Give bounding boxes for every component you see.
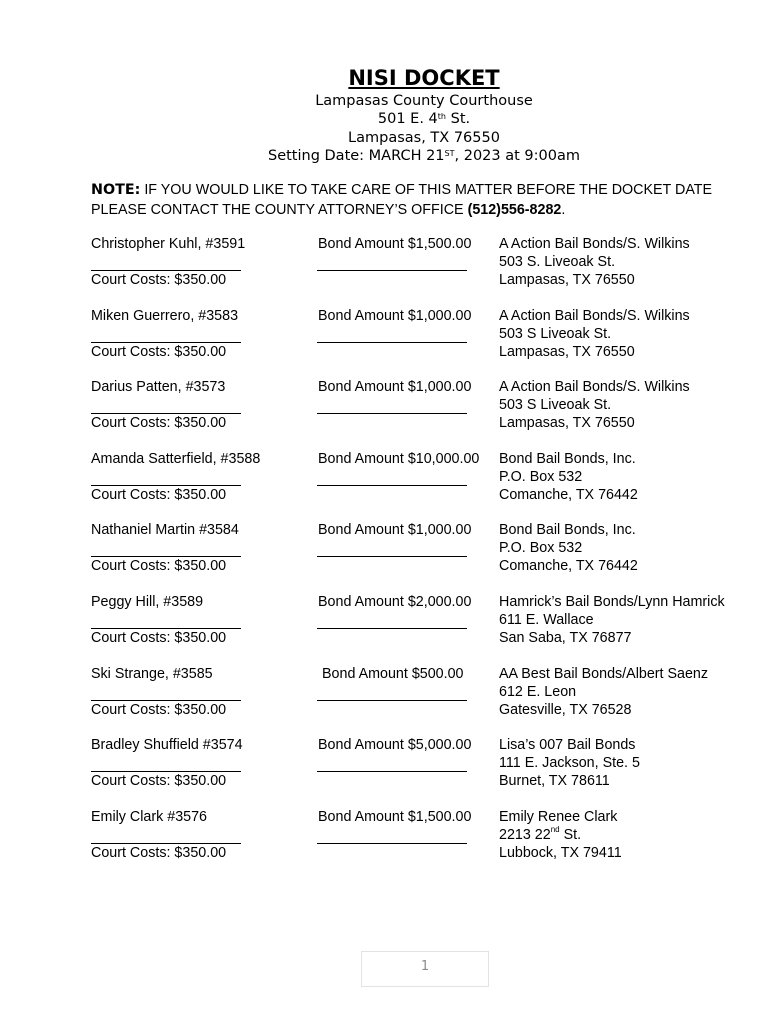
bondsman-street: 503 S Liveoak St. <box>499 397 612 414</box>
court-costs: Court Costs: $350.00 <box>91 630 227 646</box>
docket-entry <box>0 451 770 511</box>
bondsman-address <box>499 540 582 556</box>
signature-line <box>91 843 241 844</box>
courthouse-city: Lampasas, TX 76550 <box>348 129 500 146</box>
bondsman-name: A Action Bail Bonds/S. Wilkins <box>499 236 690 252</box>
bondsman-name: Bond Bail Bonds, Inc. <box>499 450 636 467</box>
bondsman-name: Lisa’s 007 Bail Bonds <box>499 737 636 754</box>
docket-entry <box>0 308 770 368</box>
bondsman-city: Gatesville, TX 76528 <box>499 701 632 718</box>
bondsman-address <box>499 469 582 485</box>
bond-signature-line <box>317 843 467 844</box>
bondsman-city: Lubbock, TX 79411 <box>499 844 622 861</box>
docket-header <box>0 64 770 165</box>
bond-signature-line <box>317 771 467 772</box>
defendant-name: Ski Strange, #3585 <box>91 665 213 682</box>
docket-entry <box>0 737 770 797</box>
bondsman-street-suffix: St. <box>559 826 582 843</box>
signature-line <box>91 700 241 701</box>
bondsman-street: 612 E. Leon <box>499 683 577 700</box>
setting-date-ordinal: ST <box>444 148 455 158</box>
docket-entry <box>0 666 770 726</box>
bondsman-city: Comanche, TX 76442 <box>499 486 638 503</box>
docket-title: NISI DOCKET <box>348 66 500 90</box>
bondsman-city: Lampasas, TX 76550 <box>499 343 635 360</box>
court-costs: Court Costs: $350.00 <box>91 844 227 861</box>
signature-line <box>91 413 241 414</box>
defendant-name: Darius Patten, #3573 <box>91 379 226 396</box>
bondsman-street: 503 S Liveoak St. <box>499 325 612 342</box>
defendant-name: Miken Guerrero, #3583 <box>91 307 239 324</box>
bond-signature-line <box>317 485 467 486</box>
signature-line <box>91 628 241 629</box>
court-costs: Court Costs: $350.00 <box>91 701 227 718</box>
page-number: 1 <box>361 951 489 987</box>
docket-entry <box>0 379 770 439</box>
bondsman-address <box>499 612 594 628</box>
bond-amount: Bond Amount $500.00 <box>322 665 464 682</box>
bondsman-address <box>499 254 615 270</box>
docket-entry <box>0 522 770 582</box>
bondsman-name: A Action Bail Bonds/S. Wilkins <box>499 379 690 396</box>
bondsman-name: Emily Renee Clark <box>499 808 618 825</box>
docket-entry <box>0 594 770 654</box>
bondsman-street: 2213 22 <box>499 826 551 843</box>
signature-line <box>91 342 241 343</box>
bond-signature-line <box>317 342 467 343</box>
bondsman-street: 503 S. Liveoak St. <box>499 254 616 270</box>
bondsman-street: P.O. Box 532 <box>499 468 583 485</box>
setting-date <box>0 147 770 165</box>
bondsman-address <box>499 684 576 700</box>
note-label: NOTE: <box>91 182 141 198</box>
defendant-name: Peggy Hill, #3589 <box>91 594 204 610</box>
bondsman-name: AA Best Bail Bonds/Albert Saenz <box>499 665 709 682</box>
court-costs: Court Costs: $350.00 <box>91 415 227 432</box>
note-end: . <box>561 201 566 218</box>
bond-signature-line <box>317 270 467 271</box>
setting-date-suffix: , 2023 at 9:00am <box>454 147 580 164</box>
signature-line <box>91 270 241 271</box>
note-text: IF YOU WOULD LIKE TO TAKE CARE OF THIS MATTER BEFORE THE DOCKET DATE PLEASE CONTACT THE COUNTY ATTORNEY’S OFFICE <box>91 182 713 218</box>
bondsman-name: Bond Bail Bonds, Inc. <box>499 522 636 539</box>
bond-signature-line <box>317 413 467 414</box>
bond-amount: Bond Amount $1,000.00 <box>318 307 472 324</box>
bond-amount: Bond Amount $1,000.00 <box>318 379 472 396</box>
bondsman-name: Hamrick’s Bail Bonds/Lynn Hamrick <box>499 594 725 610</box>
bondsman-address <box>499 397 611 413</box>
signature-line <box>91 556 241 557</box>
court-costs: Court Costs: $350.00 <box>91 486 227 503</box>
bond-amount: Bond Amount $5,000.00 <box>318 737 472 754</box>
bondsman-street: 111 E. Jackson, Ste. 5 <box>499 755 640 772</box>
street-ordinal: th <box>437 112 446 122</box>
signature-line <box>91 771 241 772</box>
courthouse-name: Lampasas County Courthouse <box>315 93 533 109</box>
bondsman-address <box>499 326 611 342</box>
court-costs: Court Costs: $350.00 <box>91 558 227 575</box>
bond-amount: Bond Amount $1,500.00 <box>318 236 472 252</box>
bondsman-name: A Action Bail Bonds/S. Wilkins <box>499 307 690 324</box>
bond-signature-line <box>317 628 467 629</box>
bondsman-street: 611 E. Wallace <box>499 612 594 628</box>
defendant-name: Christopher Kuhl, #3591 <box>91 236 246 252</box>
court-costs: Court Costs: $350.00 <box>91 773 227 790</box>
docket-entry <box>0 236 770 296</box>
bondsman-city: Comanche, TX 76442 <box>499 558 638 575</box>
bondsman-address <box>499 824 582 843</box>
bondsman-city: Lampasas, TX 76550 <box>499 415 635 432</box>
bond-amount: Bond Amount $10,000.00 <box>318 450 480 467</box>
bond-signature-line <box>317 700 467 701</box>
defendant-name: Bradley Shuffield #3574 <box>91 737 243 754</box>
bondsman-city: Lampasas, TX 76550 <box>499 272 635 288</box>
court-costs: Court Costs: $350.00 <box>91 343 227 360</box>
courthouse-street <box>0 110 770 128</box>
bondsman-street-ordinal: nd <box>550 824 560 834</box>
bond-amount: Bond Amount $1,500.00 <box>318 808 472 825</box>
county-attorney-phone: (512)556-8282 <box>467 201 562 218</box>
docket-entry <box>0 809 770 869</box>
defendant-name: Emily Clark #3576 <box>91 808 208 825</box>
defendant-name: Nathaniel Martin #3584 <box>91 522 239 539</box>
street-suffix: St. <box>446 111 471 128</box>
court-costs: Court Costs: $350.00 <box>91 272 227 288</box>
bond-amount: Bond Amount $2,000.00 <box>318 594 472 610</box>
defendant-name: Amanda Satterfield, #3588 <box>91 450 261 467</box>
bondsman-street: P.O. Box 532 <box>499 540 583 557</box>
setting-date-prefix: Setting Date: MARCH 21 <box>267 147 445 164</box>
bond-signature-line <box>317 556 467 557</box>
docket-note <box>91 181 761 220</box>
bondsman-city: San Saba, TX 76877 <box>499 630 632 646</box>
bondsman-city: Burnet, TX 78611 <box>499 773 610 790</box>
street-number: 501 E. 4 <box>377 111 438 128</box>
signature-line <box>91 485 241 486</box>
bondsman-address <box>499 755 640 771</box>
bond-amount: Bond Amount $1,000.00 <box>318 522 472 539</box>
